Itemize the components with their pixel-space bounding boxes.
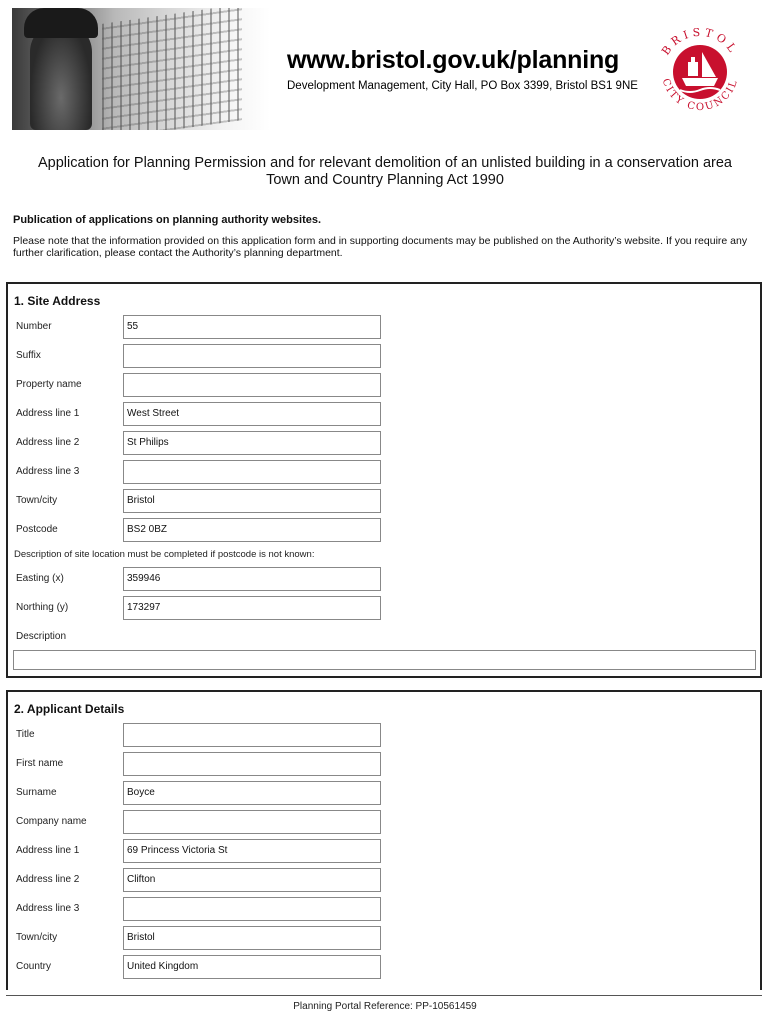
field-row [8, 373, 760, 399]
publication-heading: Publication of applications on planning authority websites. [13, 214, 322, 226]
field-row [8, 315, 760, 341]
field-label: Northing (y) [16, 602, 69, 613]
field-row [8, 868, 760, 894]
postcode-field[interactable]: BS2 0BZ [123, 518, 381, 542]
address-line-3-field[interactable] [123, 460, 381, 484]
field-label: Surname [16, 787, 57, 798]
number-field[interactable]: 55 [123, 315, 381, 339]
field-row [8, 567, 760, 593]
site-url: www.bristol.gov.uk/planning [287, 46, 620, 74]
form-title [0, 155, 770, 189]
field-row [8, 839, 760, 865]
applicant-town-city-field[interactable]: Bristol [123, 926, 381, 950]
field-label: Town/city [16, 495, 58, 506]
svg-text:CITY COUNCIL: CITY COUNCIL [659, 77, 741, 114]
address-line-1-field[interactable]: West Street [123, 402, 381, 426]
suffix-field[interactable] [123, 344, 381, 368]
field-label: Number [16, 321, 52, 332]
form-title-line1: Application for Planning Permission and for relevant demolition of an unlisted building in a conservation area [38, 155, 732, 171]
field-row [8, 596, 760, 622]
field-row [8, 723, 760, 749]
description-field[interactable] [13, 650, 756, 670]
footer-divider [6, 995, 762, 996]
form-title-line2: Town and Country Planning Act 1990 [266, 172, 504, 188]
field-row [8, 897, 760, 923]
section-heading: 2. Applicant Details [14, 702, 125, 716]
portal-reference: Planning Portal Reference: PP-10561459 [293, 1001, 477, 1012]
field-row [8, 752, 760, 778]
field-label: Address line 1 [16, 408, 80, 419]
council-address: Development Management, City Hall, PO Box 3399, Bristol BS1 9NE [287, 80, 638, 92]
field-row [8, 781, 760, 807]
bristol-city-council-logo [650, 22, 750, 122]
field-label: Company name [16, 816, 87, 827]
header-photo [12, 8, 270, 130]
applicant-address-line-2-field[interactable]: Clifton [123, 868, 381, 892]
field-row [8, 518, 760, 544]
field-row [8, 926, 760, 952]
field-row [8, 402, 760, 428]
field-row [8, 489, 760, 515]
field-label: Description [16, 631, 67, 642]
field-label: Easting (x) [16, 573, 64, 584]
svg-text:BRISTOL: BRISTOL [659, 25, 741, 58]
field-label: Address line 3 [16, 466, 80, 477]
building-image [102, 8, 242, 130]
field-row [8, 810, 760, 836]
property-name-field[interactable] [123, 373, 381, 397]
field-row [8, 955, 760, 981]
town-city-field[interactable]: Bristol [123, 489, 381, 513]
applicant-details-section [6, 690, 762, 990]
field-row [8, 431, 760, 457]
address-line-2-field[interactable]: St Philips [123, 431, 381, 455]
title-field[interactable] [123, 723, 381, 747]
field-label: Postcode [16, 524, 58, 535]
field-label: Suffix [16, 350, 41, 361]
section-heading: 1. Site Address [14, 294, 101, 308]
publication-text: Please note that the information provided on this application form and in supporting documents may be published on the Authority’s website. If you require any further clarification, please contact the Authority’s planning department. [13, 235, 748, 259]
northing-field[interactable]: 173297 [123, 596, 381, 620]
surname-field[interactable]: Boyce [123, 781, 381, 805]
field-row [8, 460, 760, 486]
easting-field[interactable]: 359946 [123, 567, 381, 591]
field-label: Address line 2 [16, 874, 80, 885]
applicant-address-line-3-field[interactable] [123, 897, 381, 921]
field-label: Country [16, 961, 52, 972]
field-label: Address line 1 [16, 845, 80, 856]
location-note: Description of site location must be completed if postcode is not known: [14, 549, 315, 560]
site-address-section [6, 282, 762, 678]
field-row [8, 344, 760, 370]
statue-image [30, 22, 92, 130]
field-label: Title [16, 729, 35, 740]
field-label: Town/city [16, 932, 58, 943]
country-field[interactable]: United Kingdom [123, 955, 381, 979]
field-label: Property name [16, 379, 82, 390]
field-row [8, 625, 760, 651]
field-label: Address line 2 [16, 437, 80, 448]
field-label: First name [16, 758, 64, 769]
statue-hat [24, 8, 98, 38]
company-name-field[interactable] [123, 810, 381, 834]
page-header [0, 0, 770, 138]
first-name-field[interactable] [123, 752, 381, 776]
field-label: Address line 3 [16, 903, 80, 914]
applicant-address-line-1-field[interactable]: 69 Princess Victoria St [123, 839, 381, 863]
